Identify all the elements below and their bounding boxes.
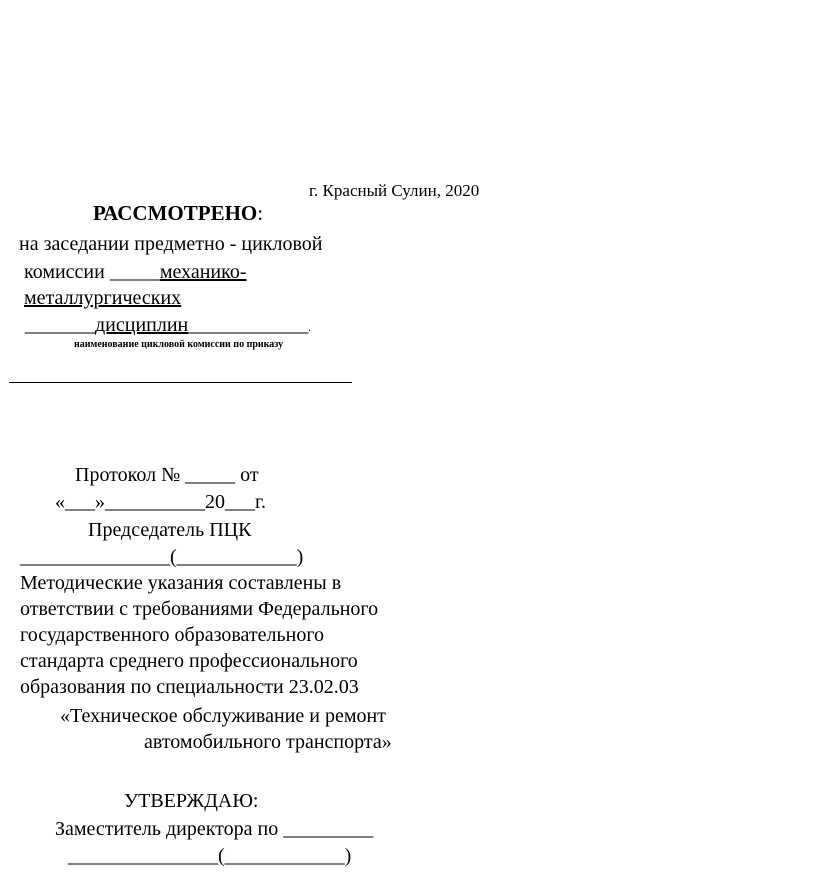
chair-signature: _______________(____________)	[20, 546, 304, 568]
commission-line-4	[25, 315, 311, 335]
protocol-line: Протокол № _____ от	[75, 464, 259, 486]
body-line: ответствии с требованиями Федерального	[20, 598, 379, 620]
commission-caption: наименование цикловой комиссии по приказу	[74, 339, 284, 350]
commission-name-part-3: дисциплин	[95, 314, 189, 336]
commission-name-part-2: металлургических	[24, 287, 182, 309]
body-line: стандарта среднего профессионального	[20, 650, 358, 672]
specialty-line-1: «Техническое обслуживание и ремонт	[60, 705, 386, 727]
commission-blank: _____	[109, 261, 160, 283]
commission-dot: .	[308, 323, 311, 334]
body-line: государственного образовательного	[20, 624, 325, 646]
body-line: Методические указания составлены в	[20, 572, 342, 594]
commission-name-part-1: механико-	[159, 261, 247, 283]
reviewed-heading	[93, 203, 263, 224]
signature-rule	[9, 382, 352, 383]
commission-blank-left: _______	[25, 314, 95, 336]
approved-signature: _______________(____________)	[68, 845, 352, 867]
approved-title: УТВЕРЖДАЮ:	[124, 790, 259, 812]
chair-label: Председатель ПЦК	[88, 519, 252, 541]
body-line: образования по специальности 23.02.03	[20, 676, 359, 698]
reviewed-title-colon: :	[257, 201, 264, 225]
city-year: г. Красный Сулин, 2020	[309, 181, 480, 200]
commission-line-1: на заседании предметно - цикловой	[19, 233, 323, 255]
commission-line-2	[24, 262, 247, 282]
specialty-line-2: автомобильного транспорта»	[144, 731, 392, 753]
commission-prefix: комиссии	[24, 261, 105, 283]
protocol-date: «___»__________20___г.	[55, 491, 266, 513]
commission-blank-right: ____________	[188, 314, 309, 336]
reviewed-title: РАССМОТРЕНО	[93, 201, 258, 225]
approved-position: Заместитель директора по _________	[55, 818, 374, 840]
